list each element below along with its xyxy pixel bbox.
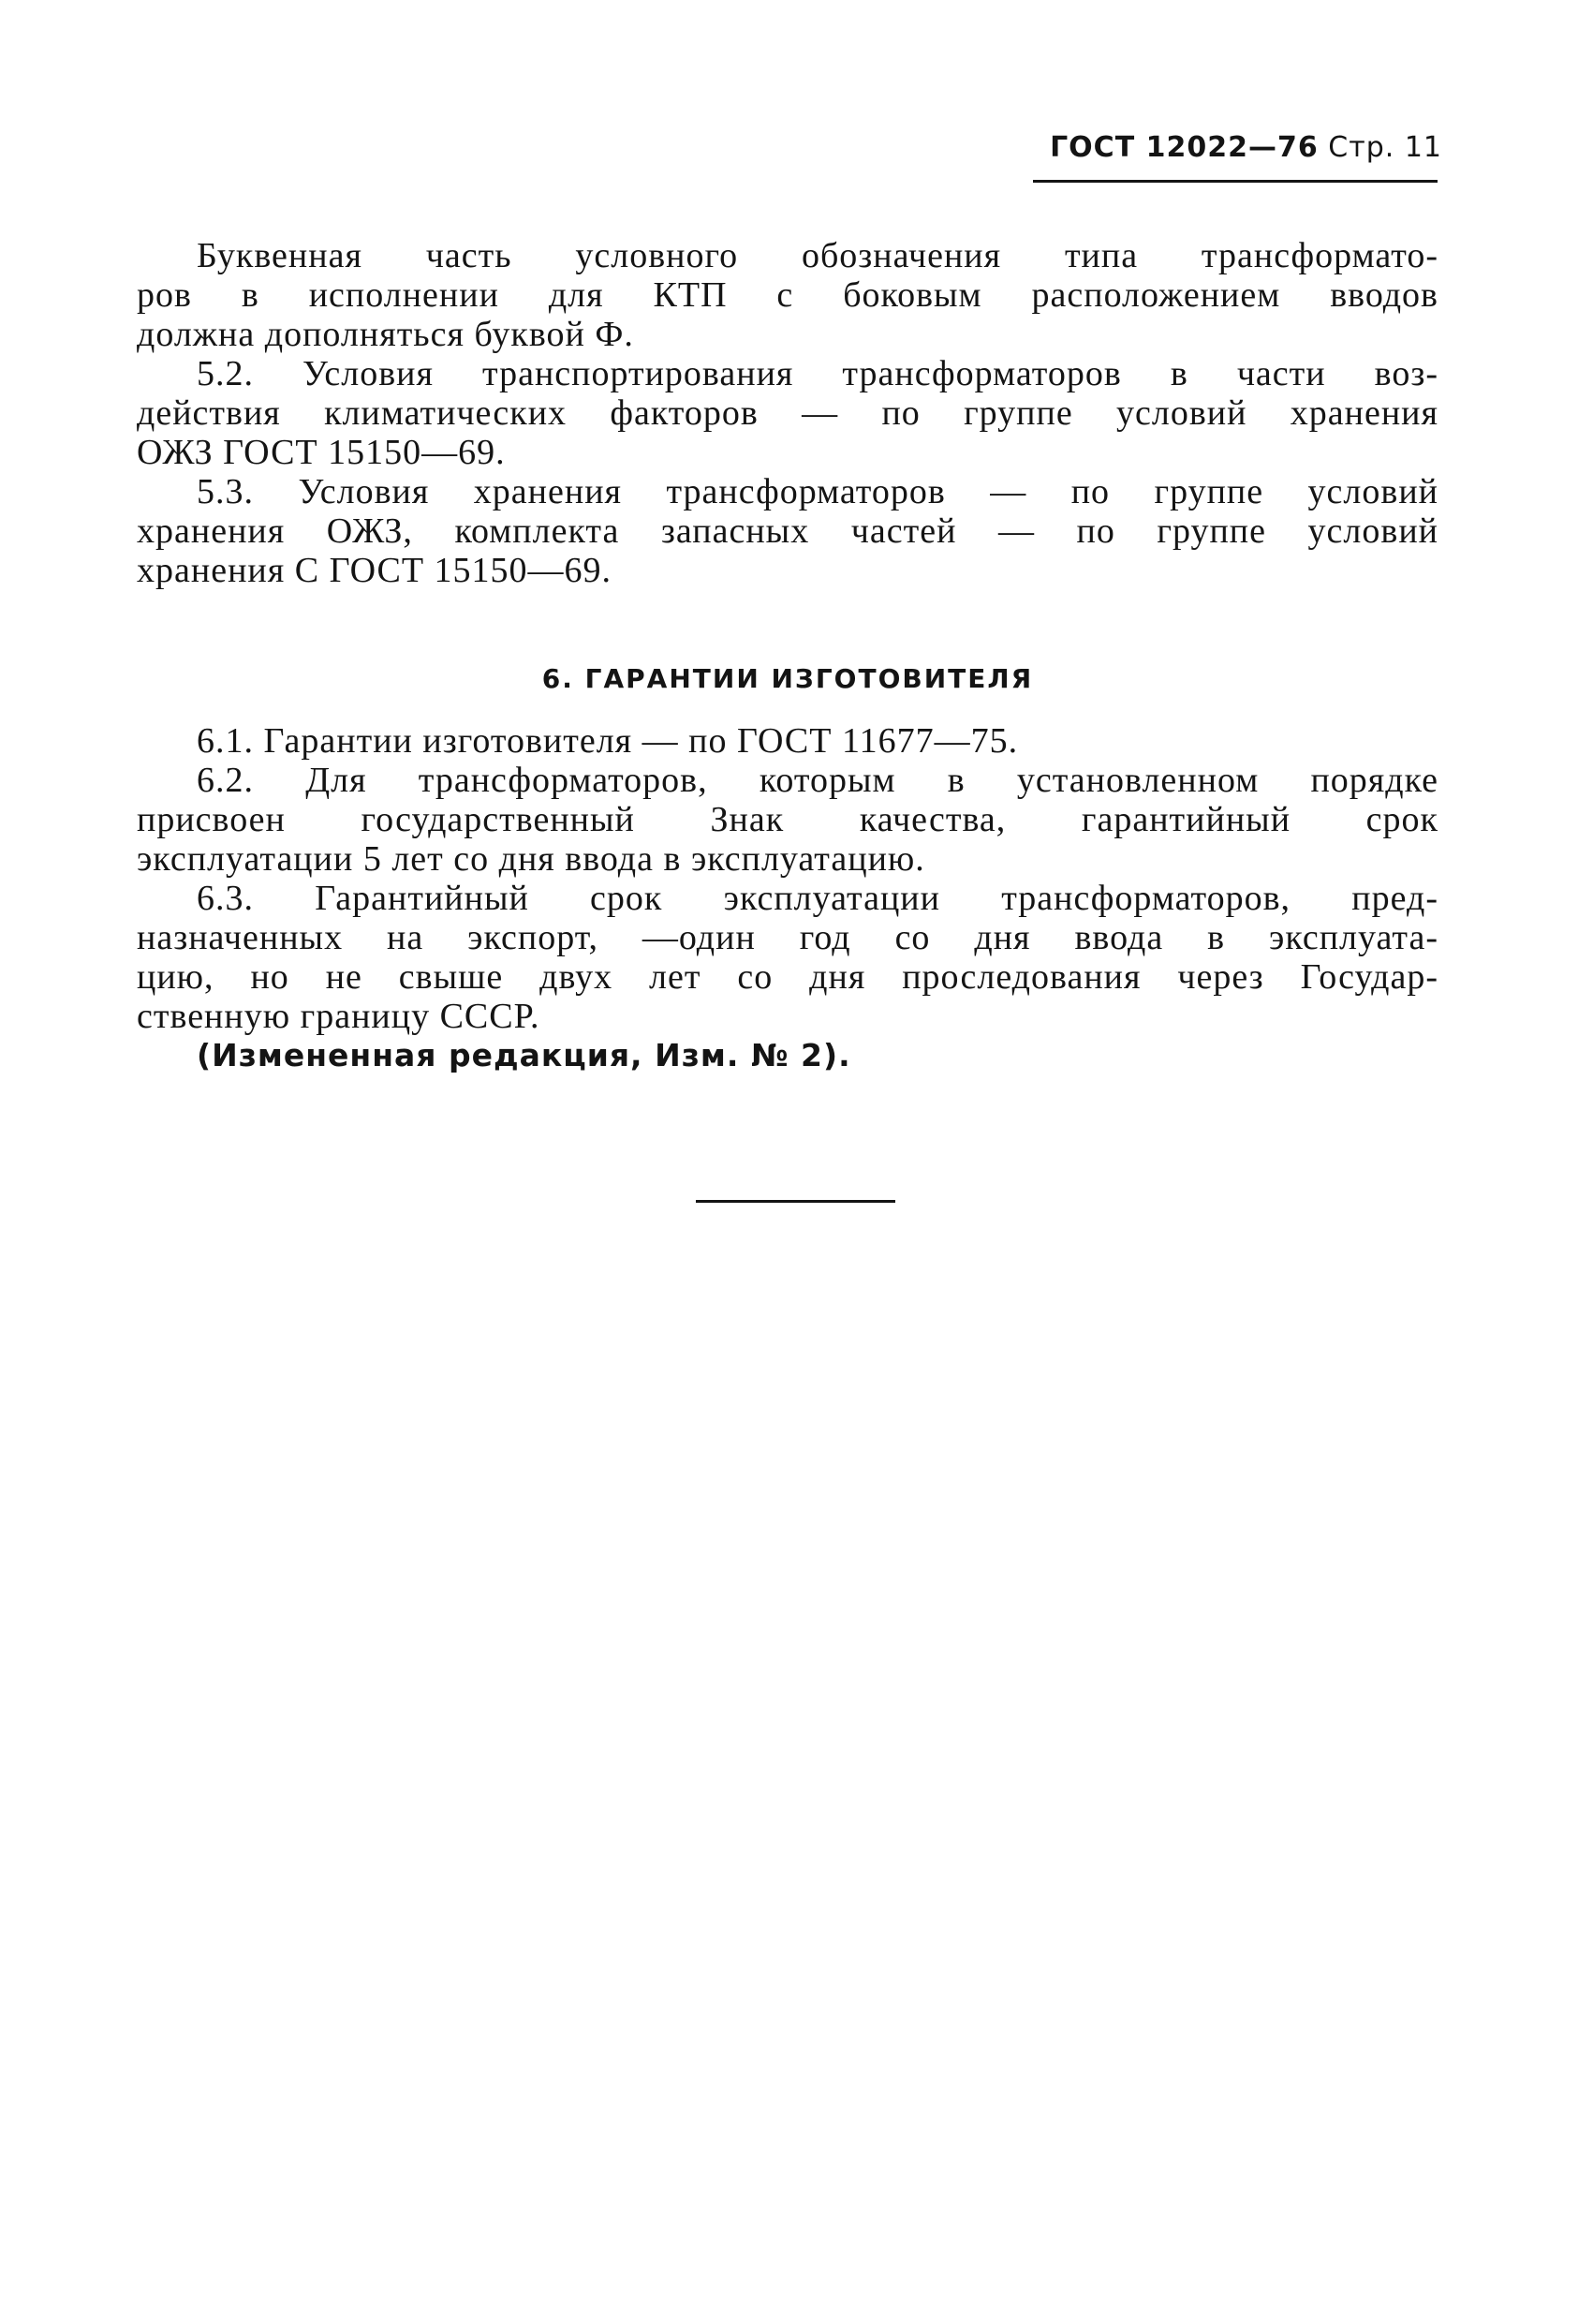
amendment-note: (Измененная редакция, Изм. № 2). — [197, 1037, 851, 1073]
page-number: Стр. 11 — [1328, 131, 1442, 164]
paragraph-line: должна дополняться буквой Ф. — [137, 315, 634, 354]
paragraph-line: цию, но не свыше двух лет со дня проследования через Государ- — [137, 957, 1438, 997]
section-6-heading: 6. ГАРАНТИИ ИЗГОТОВИТЕЛЯ — [541, 663, 1034, 694]
paragraph-line: ОЖЗ ГОСТ 15150—69. — [137, 433, 506, 472]
section-5-text — [137, 236, 1438, 590]
paragraph-line: 5.2. Условия транспортирования трансформаторов в части воз- — [197, 354, 1438, 393]
end-divider — [696, 1200, 895, 1203]
paragraph-line: действия климатических факторов — по группе условий хранения — [137, 393, 1438, 433]
paragraph-line: ственную границу СССР. — [137, 997, 540, 1036]
paragraph-line: эксплуатации 5 лет со дня ввода в эксплуатацию. — [137, 839, 925, 879]
paragraph-line: ров в исполнении для КТП с боковым расположением вводов — [137, 275, 1438, 315]
paragraph-line: 6.3. Гарантийный срок эксплуатации трансформаторов, пред- — [197, 879, 1438, 918]
standard-number: ГОСТ 12022—76 — [1050, 131, 1319, 164]
paragraph-line: 5.3. Условия хранения трансформаторов — по группе условий — [197, 472, 1438, 511]
paragraph-line: Буквенная часть условного обозначения типа трансформато- — [197, 236, 1438, 275]
paragraph-line: назначенных на экспорт, —один год со дня ввода в эксплуата- — [137, 918, 1438, 957]
paragraph-line: 6.1. Гарантии изготовителя — по ГОСТ 11677—75. — [197, 721, 1019, 761]
paragraph-line: присвоен государственный Знак качества, гарантийный срок — [137, 800, 1438, 839]
page-header — [1030, 131, 1442, 164]
paragraph-line: хранения С ГОСТ 15150—69. — [137, 551, 612, 590]
header-divider — [1033, 180, 1438, 183]
paragraph-line: 6.2. Для трансформаторов, которым в установленном порядке — [197, 761, 1438, 800]
section-6-text — [137, 721, 1438, 1075]
paragraph-line: хранения ОЖЗ, комплекта запасных частей — по группе условий — [137, 511, 1438, 551]
